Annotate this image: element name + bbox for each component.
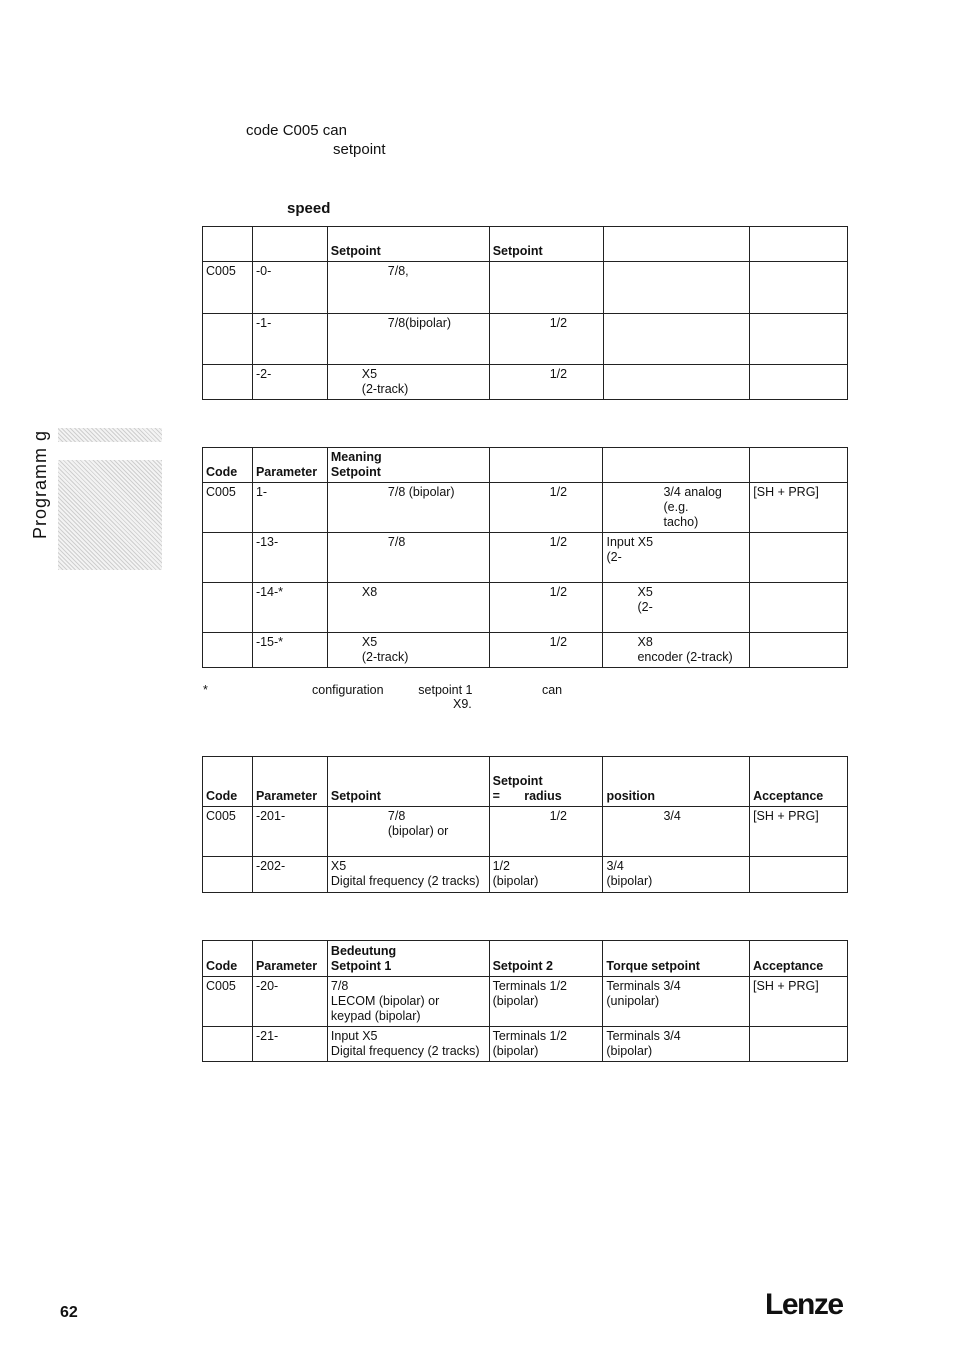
table-cell: Terminals 1/2 (bipolar) xyxy=(489,1027,603,1062)
table-row xyxy=(203,448,848,483)
table-4-header-acceptance: Acceptance xyxy=(750,941,848,977)
table-1 xyxy=(202,226,848,400)
shaded-tab-top xyxy=(58,428,162,442)
table-3-header-position: position xyxy=(603,757,750,807)
table-cell: 7/8(bipolar) xyxy=(327,314,489,365)
table-2 xyxy=(202,447,848,668)
table-2-header-col6 xyxy=(750,448,848,483)
table-row xyxy=(203,365,848,400)
table-cell: -13- xyxy=(252,533,327,583)
footnote-star: * xyxy=(203,683,208,697)
table-cell: 1/2 (bipolar) xyxy=(489,857,603,893)
table-cell: X5 Digital frequency (2 tracks) xyxy=(327,857,489,893)
table-cell: 1/2 xyxy=(489,633,603,668)
table-1-header-code xyxy=(203,227,253,262)
table-cell xyxy=(750,1027,848,1062)
intro-line-2: setpoint xyxy=(333,141,386,158)
table-cell: X8 encoder (2-track) xyxy=(603,633,750,668)
table-1-header-setpoint-1: Setpoint xyxy=(327,227,489,262)
table-cell xyxy=(750,262,848,314)
table-row xyxy=(203,533,848,583)
shaded-tab xyxy=(58,460,162,570)
table-row xyxy=(203,583,848,633)
table-cell xyxy=(750,533,848,583)
table-cell: -201- xyxy=(252,807,327,857)
table-cell: 1/2 xyxy=(489,807,603,857)
table-cell xyxy=(603,365,750,400)
table-row xyxy=(203,977,848,1027)
table-cell: 3/4 analog (e.g. tacho) xyxy=(603,483,750,533)
table-cell: C005 xyxy=(203,807,253,857)
page-number: 62 xyxy=(60,1304,78,1321)
table-cell: 7/8 (bipolar) or xyxy=(327,807,489,857)
table-4-header-parameter: Parameter xyxy=(252,941,327,977)
table-4-header-torque: Torque setpoint xyxy=(603,941,750,977)
table-row xyxy=(203,227,848,262)
table-cell: 3/4 xyxy=(603,807,750,857)
table-cell xyxy=(750,365,848,400)
table-4-header-code: Code xyxy=(203,941,253,977)
table-cell: X8 xyxy=(327,583,489,633)
table-cell: X5 (2-track) xyxy=(327,365,489,400)
table-4-header-setpoint-2: Setpoint 2 xyxy=(489,941,603,977)
side-label: Programm g xyxy=(30,430,50,540)
table-row xyxy=(203,314,848,365)
table-cell: 1- xyxy=(252,483,327,533)
table-cell xyxy=(203,365,253,400)
table-cell: C005 xyxy=(203,262,253,314)
table-1-header-setpoint-2: Setpoint xyxy=(489,227,603,262)
table-cell: X5 (2-track) xyxy=(327,633,489,668)
table-cell: [SH + PRG] xyxy=(750,807,848,857)
table-cell xyxy=(203,857,253,893)
table-cell: 7/8 (bipolar) xyxy=(327,483,489,533)
table-cell: [SH + PRG] xyxy=(750,483,848,533)
table-cell xyxy=(603,314,750,365)
table-cell xyxy=(203,583,253,633)
intro-line-1: code C005 can xyxy=(246,122,347,139)
table-cell: Input X5 Digital frequency (2 tracks) xyxy=(327,1027,489,1062)
table-row xyxy=(203,633,848,668)
table-2-header-col4 xyxy=(489,448,603,483)
table-row xyxy=(203,857,848,893)
table-cell: Terminals 1/2 (bipolar) xyxy=(489,977,603,1027)
table-cell: [SH + PRG] xyxy=(750,977,848,1027)
table-cell: Input X5 (2- xyxy=(603,533,750,583)
table-cell: -14-* xyxy=(252,583,327,633)
table-row xyxy=(203,941,848,977)
table-1-header-parameter xyxy=(252,227,327,262)
table-cell: 1/2 xyxy=(489,365,603,400)
table-row xyxy=(203,483,848,533)
table-cell: 7/8 LECOM (bipolar) or keypad (bipolar) xyxy=(327,977,489,1027)
table-2-header-col5 xyxy=(603,448,750,483)
table-3-header-setpoint-2: Setpoint = radius xyxy=(489,757,603,807)
table-cell: Terminals 3/4 (bipolar) xyxy=(603,1027,750,1062)
table-cell: 1/2 xyxy=(489,533,603,583)
table-cell: 7/8, xyxy=(327,262,489,314)
table-1-header-col6 xyxy=(750,227,848,262)
table-cell: C005 xyxy=(203,977,253,1027)
table-cell: -15-* xyxy=(252,633,327,668)
table-row xyxy=(203,757,848,807)
table-row xyxy=(203,1027,848,1062)
table-cell: -1- xyxy=(252,314,327,365)
table-cell: 7/8 xyxy=(327,533,489,583)
table-4-header-setpoint-1: Bedeutung Setpoint 1 xyxy=(327,941,489,977)
table-cell: -21- xyxy=(252,1027,327,1062)
table-cell: -20- xyxy=(252,977,327,1027)
table-cell: -2- xyxy=(252,365,327,400)
section-heading: speed xyxy=(287,200,331,217)
table-cell: Terminals 3/4 (unipolar) xyxy=(603,977,750,1027)
table-cell xyxy=(750,633,848,668)
table-4 xyxy=(202,940,848,1062)
table-row xyxy=(203,262,848,314)
table-3-header-code: Code xyxy=(203,757,253,807)
table-cell: -202- xyxy=(252,857,327,893)
table-1-header-col5 xyxy=(603,227,750,262)
table-cell xyxy=(489,262,603,314)
table-3-header-acceptance: Acceptance xyxy=(750,757,848,807)
table-cell: 1/2 xyxy=(489,314,603,365)
lenze-logo: Lenze xyxy=(765,1288,843,1321)
footnote-line-2: X9. xyxy=(453,697,472,711)
table-cell xyxy=(203,533,253,583)
table-2-header-code: Code xyxy=(203,448,253,483)
table-2-header-parameter: Parameter xyxy=(252,448,327,483)
table-cell xyxy=(203,314,253,365)
table-cell: C005 xyxy=(203,483,253,533)
table-cell xyxy=(203,1027,253,1062)
table-row xyxy=(203,807,848,857)
table-cell: X5 (2- xyxy=(603,583,750,633)
footnote-line-1: configuration setpoint 1 can xyxy=(312,683,563,697)
table-cell xyxy=(750,314,848,365)
table-cell xyxy=(603,262,750,314)
table-cell xyxy=(750,857,848,893)
table-cell: -0- xyxy=(252,262,327,314)
table-cell: 3/4 (bipolar) xyxy=(603,857,750,893)
table-2-header-meaning: Meaning Setpoint xyxy=(327,448,489,483)
table-3-header-setpoint-1: Setpoint xyxy=(327,757,489,807)
table-3 xyxy=(202,756,848,893)
table-cell xyxy=(203,633,253,668)
table-cell xyxy=(750,583,848,633)
table-3-header-parameter: Parameter xyxy=(252,757,327,807)
table-cell: 1/2 xyxy=(489,583,603,633)
table-cell: 1/2 xyxy=(489,483,603,533)
